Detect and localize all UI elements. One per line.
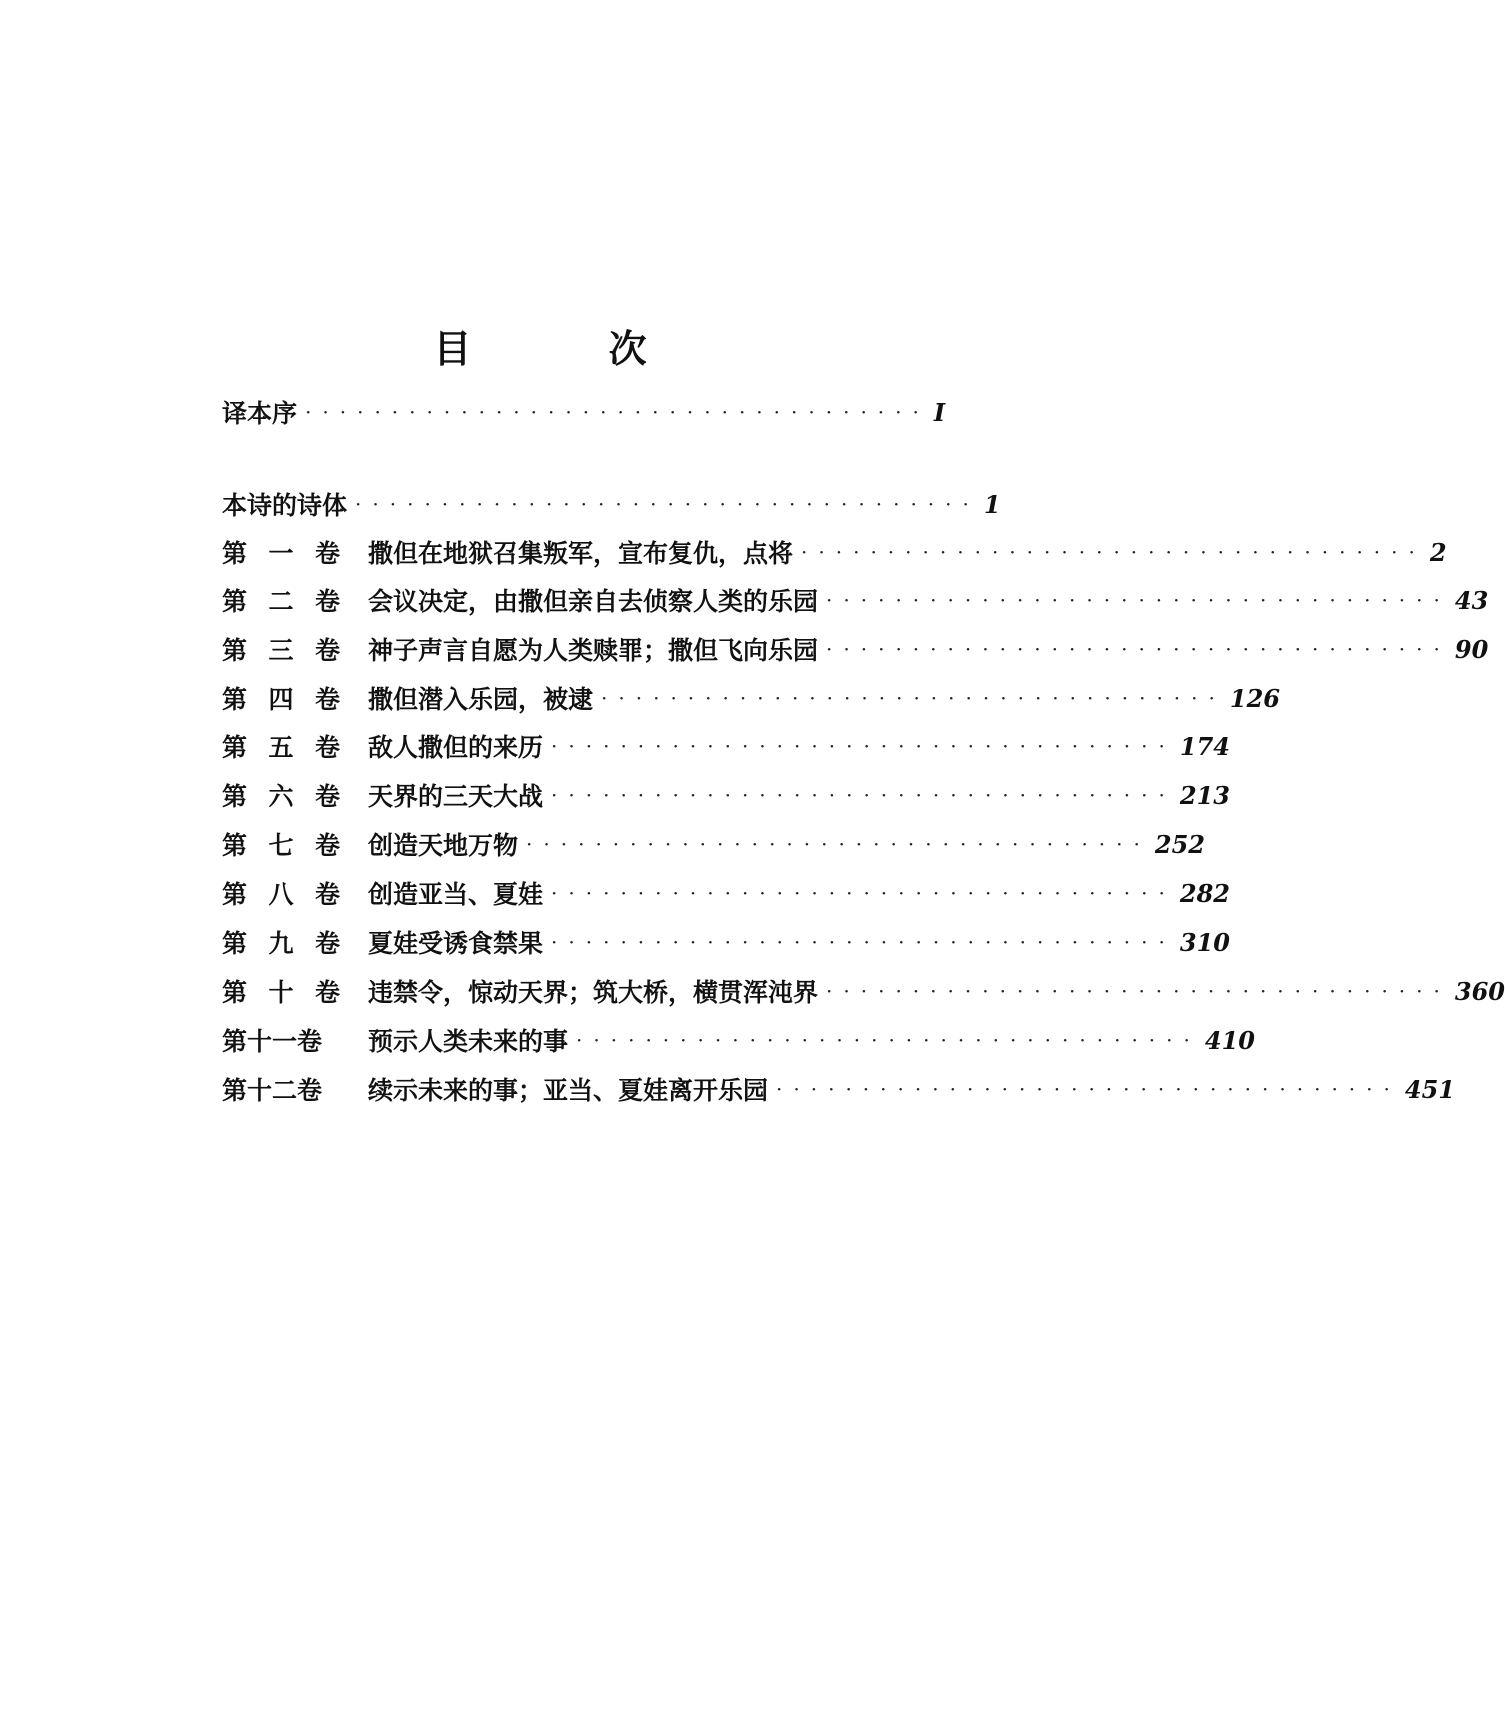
entry-page-number: 174 xyxy=(1179,731,1230,761)
entry-title: 神子声言自愿为人类赎罪；撒但飞向乐园 xyxy=(368,636,819,665)
dot-leader: ···································· xyxy=(801,540,1426,564)
dot-leader: ···································· xyxy=(551,881,1176,905)
toc-entry-book-1 xyxy=(222,532,1447,572)
dot-leader: ···································· xyxy=(826,588,1451,612)
entry-page-number: 451 xyxy=(1404,1074,1455,1104)
toc-entry-book-9 xyxy=(222,922,1230,962)
entry-page-number: 310 xyxy=(1179,927,1230,957)
volume-label: 第 十 卷 xyxy=(222,978,340,1007)
toc-entry-book-11 xyxy=(222,1020,1255,1060)
entry-title: 译本序 xyxy=(222,399,298,428)
entry-title: 续示未来的事；亚当、夏娃离开乐园 xyxy=(368,1076,769,1105)
entry-page-number: 1 xyxy=(983,489,1001,519)
dot-leader: ···································· xyxy=(776,1077,1401,1101)
entry-page-number: 213 xyxy=(1179,780,1230,810)
entry-title: 撒但在地狱召集叛军，宣布复仇，点将 xyxy=(368,539,794,568)
entry-page-number: 90 xyxy=(1454,634,1489,664)
page-title: 目 次 xyxy=(433,327,709,371)
entry-page-number: 126 xyxy=(1229,683,1280,713)
entry-page-number: 360 xyxy=(1454,976,1505,1006)
toc-entry-preface xyxy=(222,392,946,432)
toc-entry-book-2 xyxy=(222,580,1489,620)
dot-leader: ···································· xyxy=(355,492,980,516)
entry-title: 预示人类未来的事 xyxy=(368,1027,569,1056)
dot-leader: ···································· xyxy=(826,979,1451,1003)
toc-entry-book-3 xyxy=(222,629,1489,669)
toc-entry-book-4 xyxy=(222,678,1280,718)
volume-label: 第 六 卷 xyxy=(222,782,340,811)
dot-leader: ···································· xyxy=(826,637,1451,661)
toc-entry-book-10 xyxy=(222,971,1505,1011)
toc-entry-book-8 xyxy=(222,873,1230,913)
entry-title: 本诗的诗体 xyxy=(222,491,348,520)
volume-label: 第 一 卷 xyxy=(222,539,340,568)
volume-label: 第十一卷 xyxy=(222,1027,323,1056)
dot-leader: ···································· xyxy=(576,1028,1201,1052)
entry-page-number: 2 xyxy=(1429,537,1447,567)
entry-title: 会议决定，由撒但亲自去侦察人类的乐园 xyxy=(368,587,819,616)
dot-leader: ···································· xyxy=(551,930,1176,954)
toc-entry-book-7 xyxy=(222,824,1205,864)
entry-title: 创造天地万物 xyxy=(368,831,519,860)
entry-title: 创造亚当、夏娃 xyxy=(368,880,544,909)
toc-entry-book-6 xyxy=(222,775,1230,815)
entry-page-number: I xyxy=(933,397,946,427)
toc-entry-verse-form xyxy=(222,484,1001,524)
toc-entry-book-5 xyxy=(222,726,1230,766)
entry-title: 敌人撒但的来历 xyxy=(368,733,544,762)
entry-page-number: 252 xyxy=(1154,829,1205,859)
volume-label: 第 七 卷 xyxy=(222,831,340,860)
entry-page-number: 43 xyxy=(1454,585,1489,615)
volume-label: 第 三 卷 xyxy=(222,636,340,665)
dot-leader: ···································· xyxy=(551,734,1176,758)
entry-title: 天界的三天大战 xyxy=(368,782,544,811)
volume-label: 第十二卷 xyxy=(222,1076,323,1105)
entry-page-number: 410 xyxy=(1204,1025,1255,1055)
entry-page-number: 282 xyxy=(1179,878,1230,908)
dot-leader: ···································· xyxy=(601,686,1226,710)
dot-leader: ···································· xyxy=(551,783,1176,807)
entry-title: 夏娃受诱食禁果 xyxy=(368,929,544,958)
volume-label: 第 八 卷 xyxy=(222,880,340,909)
dot-leader: ···································· xyxy=(305,400,930,424)
toc-entry-book-12 xyxy=(222,1069,1455,1109)
volume-label: 第 二 卷 xyxy=(222,587,340,616)
dot-leader: ···································· xyxy=(526,832,1151,856)
volume-label: 第 四 卷 xyxy=(222,685,340,714)
volume-label: 第 九 卷 xyxy=(222,929,340,958)
volume-label: 第 五 卷 xyxy=(222,733,340,762)
entry-title: 违禁令，惊动天界；筑大桥，横贯浑沌界 xyxy=(368,978,819,1007)
entry-title: 撒但潜入乐园，被逮 xyxy=(368,685,594,714)
